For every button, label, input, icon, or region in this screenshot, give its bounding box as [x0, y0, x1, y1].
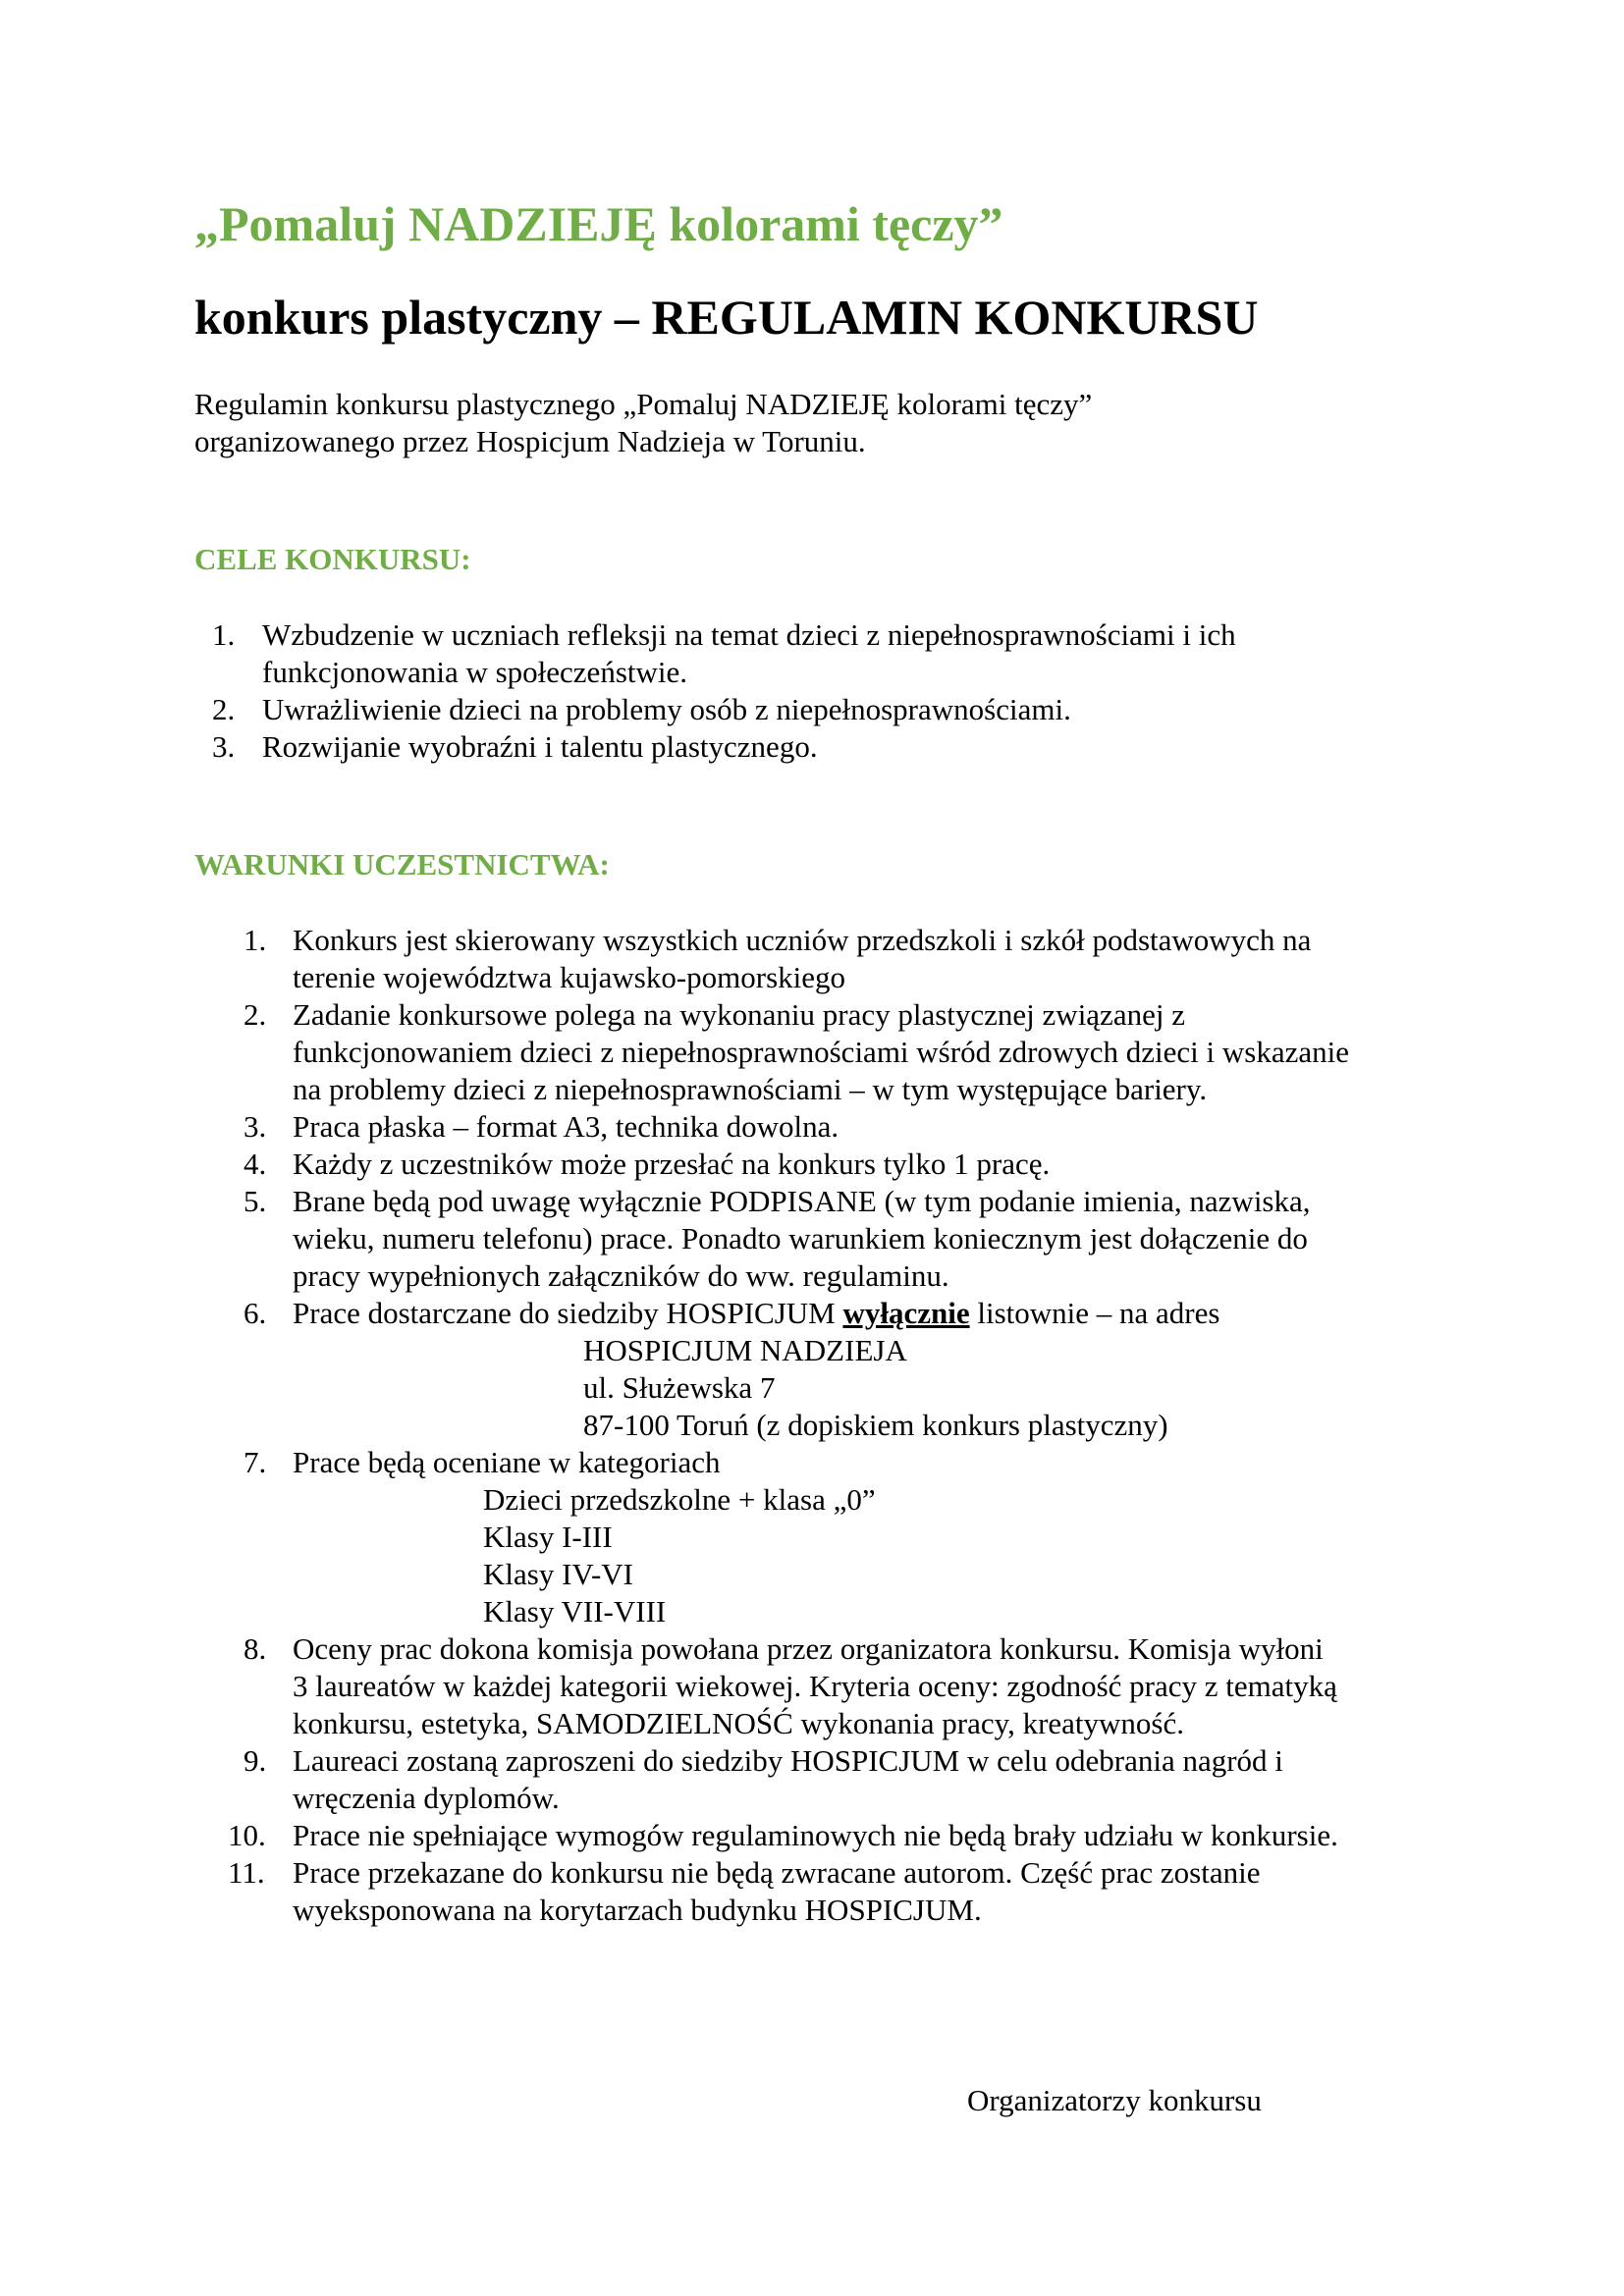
intro-line-1: Regulamin konkursu plastycznego „Pomaluj NADZIEJĘ kolorami tęczy”: [194, 387, 1093, 421]
condition-2-line-3: na problemy dzieci z niepełnosprawnościami – w tym występujące bariery.: [293, 1072, 1208, 1106]
goal-1-line-1: Wzbudzenie w uczniach refleksji na temat dzieci z niepełnosprawnościami i ich: [262, 617, 1236, 652]
condition-10-line-1: Prace nie spełniające wymogów regulaminowych nie będą brały udziału w konkursie.: [293, 1818, 1338, 1852]
condition-7-number: 7.: [244, 1445, 267, 1479]
condition-2-line-1: Zadanie konkursowe polega na wykonaniu pracy plastycznej związanej z: [293, 997, 1185, 1032]
condition-5-line-2: wieku, numeru telefonu) prace. Ponadto warunkiem koniecznym jest dołączenie do: [293, 1221, 1308, 1255]
condition-4-number: 4.: [244, 1147, 267, 1181]
address-line-2: ul. Służewska 7: [583, 1370, 776, 1405]
goal-1-line-2: funkcjonowania w społeczeństwie.: [262, 655, 688, 689]
condition-11-line-2: wyeksponowana na korytarzach budynku HOSPICJUM.: [293, 1893, 982, 1927]
category-1: Dzieci przedszkolne + klasa „0”: [483, 1482, 876, 1517]
condition-5-line-1: Brane będą pod uwagę wyłącznie PODPISANE (w tym podanie imienia, nazwiska,: [293, 1184, 1311, 1218]
condition-9-line-1: Laureaci zostaną zaproszeni do siedziby HOSPICJUM w celu odebrania nagród i: [293, 1743, 1283, 1778]
condition-7-line-1: Prace będą oceniane w kategoriach: [293, 1445, 721, 1479]
goals-heading: CELE KONKURSU:: [194, 542, 471, 576]
condition-8-number: 8.: [244, 1631, 267, 1666]
category-4: Klasy VII-VIII: [483, 1594, 667, 1629]
condition-2-line-2: funkcjonowaniem dzieci z niepełnosprawnościami wśród zdrowych dzieci i wskazanie: [293, 1035, 1350, 1069]
goal-3-number: 3.: [212, 729, 236, 764]
address-line-1: HOSPICJUM NADZIEJA: [583, 1333, 907, 1367]
condition-5-line-3: pracy wypełnionych załączników do ww. regulaminu.: [293, 1258, 949, 1293]
condition-2-number: 2.: [244, 997, 267, 1032]
condition-9-number: 9.: [244, 1743, 267, 1778]
goal-2-line-1: Uwrażliwienie dzieci na problemy osób z niepełnosprawnościami.: [262, 692, 1071, 726]
condition-1-line-2: terenie województwa kujawsko-pomorskiego: [293, 960, 846, 994]
document-subtitle: konkurs plastyczny – REGULAMIN KONKURSU: [194, 290, 1259, 345]
condition-6-line-1: [293, 1295, 1219, 1332]
goal-1-number: 1.: [212, 617, 236, 652]
condition-6-text-before: Prace dostarczane do siedziby HOSPICJUM: [293, 1296, 843, 1330]
goal-2-number: 2.: [212, 692, 236, 726]
condition-8-line-2: 3 laureatów w każdej kategorii wiekowej. Kryteria oceny: zgodność pracy z tematyką: [293, 1669, 1337, 1703]
intro-line-2: organizowanego przez Hospicjum Nadzieja w Toruniu.: [194, 424, 866, 458]
conditions-heading: WARUNKI UCZESTNICTWA:: [194, 847, 610, 881]
condition-6-emphasis: wyłącznie: [842, 1296, 970, 1330]
category-2: Klasy I-III: [483, 1520, 613, 1554]
condition-3-line-1: Praca płaska – format A3, technika dowolna.: [293, 1109, 839, 1144]
signature: Organizatorzy konkursu: [967, 2083, 1262, 2117]
condition-4-line-1: Każdy z uczestników może przesłać na konkurs tylko 1 pracę.: [293, 1147, 1051, 1181]
condition-6-number: 6.: [244, 1296, 267, 1330]
condition-8-line-1: Oceny prac dokona komisja powołana przez organizatora konkursu. Komisja wyłoni: [293, 1631, 1324, 1666]
condition-1-number: 1.: [244, 923, 267, 957]
category-3: Klasy IV-VI: [483, 1557, 633, 1591]
condition-10-number: 10.: [228, 1818, 266, 1852]
condition-11-number: 11.: [228, 1855, 265, 1890]
condition-5-number: 5.: [244, 1184, 267, 1218]
condition-9-line-2: wręczenia dyplomów.: [293, 1781, 560, 1815]
condition-1-line-1: Konkurs jest skierowany wszystkich uczniów przedszkoli i szkół podstawowych na: [293, 923, 1312, 957]
goal-3-line-1: Rozwijanie wyobraźni i talentu plastycznego.: [262, 729, 818, 764]
condition-6-text-after: listownie – na adres: [969, 1296, 1220, 1330]
condition-3-number: 3.: [244, 1109, 267, 1144]
condition-11-line-1: Prace przekazane do konkursu nie będą zwracane autorom. Część prac zostanie: [293, 1855, 1261, 1890]
condition-8-line-3: konkursu, estetyka, SAMODZIELNOŚĆ wykonania pracy, kreatywność.: [293, 1706, 1185, 1740]
document-title: „Pomaluj NADZIEJĘ kolorami tęczy”: [194, 196, 1003, 251]
address-line-3: 87-100 Toruń (z dopiskiem konkurs plastyczny): [583, 1408, 1168, 1442]
